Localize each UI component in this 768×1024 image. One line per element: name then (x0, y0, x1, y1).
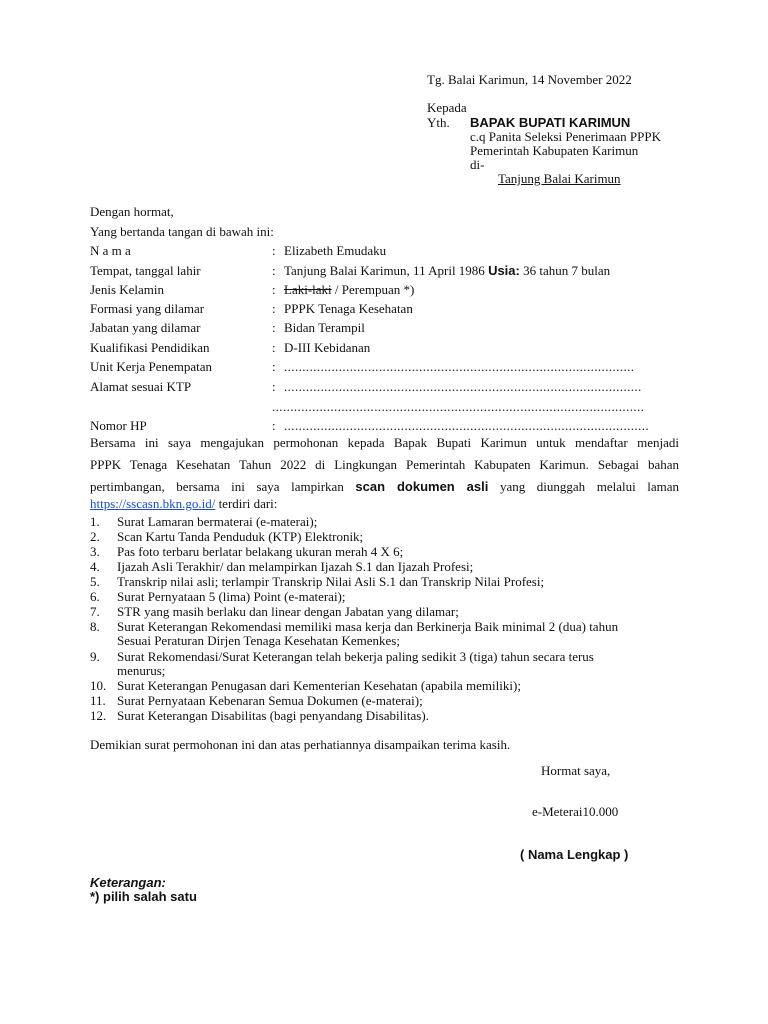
list-item-number: 4. (90, 559, 100, 574)
list-item-number: 9. (90, 649, 100, 664)
list-item: Surat Pernyataan 5 (lima) Point (e-materai); (117, 589, 346, 604)
list-item: Transkrip nilai asli; terlampir Transkrip Nilai Asli S.1 dan Transkrip Nilai Profesi; (117, 574, 545, 589)
field-label-nama: N a m a (90, 243, 131, 258)
intro-line: Yang bertanda tangan di bawah ini: (90, 224, 274, 239)
notes-title: Keterangan: (90, 875, 166, 890)
list-item-number: 12. (90, 708, 107, 723)
kepada-label: Kepada (427, 100, 467, 115)
field-colon: : (272, 418, 276, 433)
list-item-continuation: menurus; (117, 663, 166, 678)
field-colon: : (272, 282, 276, 297)
list-item: Surat Keterangan Disabilitas (bagi penyandang Disabilitas). (117, 708, 429, 723)
field-label-jenis-kelamin: Jenis Kelamin (90, 282, 165, 297)
recipient-government: Pemerintah Kabupaten Karimun (470, 143, 639, 158)
closing-hormat: Hormat saya, (541, 763, 611, 778)
field-value-jabatan: Bidan Terampil (284, 320, 365, 335)
body-line-2: PPPK Tenaga Kesehatan Tahun 2022 di Lingkungan Pemerintah Kabupaten Karimun. Sebagai bahan (90, 457, 679, 472)
list-item-number: 6. (90, 589, 100, 604)
recipient-di: di- (470, 157, 485, 172)
list-item: Surat Keterangan Rekomendasi memiliki masa kerja dan Berkinerja Baik minimal 2 (dua) tahun (117, 619, 619, 634)
body-line-4 (90, 496, 277, 512)
field-value-formasi: PPPK Tenaga Kesehatan (284, 301, 413, 316)
body-line-4-end: terdiri dari: (218, 496, 278, 511)
yth-label: Yth. (427, 115, 450, 130)
field-label-kualifikasi: Kualifikasi Pendidikan (90, 340, 210, 355)
field-colon: : (272, 301, 276, 316)
list-item: Surat Pernyataan Kebenaran Semua Dokumen (e-materai); (117, 693, 423, 708)
closing-text: Demikian surat permohonan ini dan atas perhatiannya disampaikan terima kasih. (90, 737, 511, 752)
list-item-continuation: Sesuai Peraturan Dirjen Tenaga Kesehatan Kemenkes; (117, 633, 400, 648)
field-value-jenis-kelamin (284, 282, 414, 298)
field-label-unit-kerja: Unit Kerja Penempatan (90, 359, 213, 374)
field-blank-unit-kerja: ................................................................................................ (284, 359, 635, 374)
field-colon: : (272, 263, 276, 278)
field-colon: : (272, 243, 276, 258)
list-item-number: 2. (90, 529, 100, 544)
list-item: STR yang masih berlaku dan linear dengan Jabatan yang dilamar; (117, 604, 459, 619)
list-item-number: 8. (90, 619, 100, 634)
list-item-number: 3. (90, 544, 100, 559)
body-line-3-end: yang diunggah melalui laman (499, 479, 680, 494)
field-blank-alamat-line2: ...................................................................................................... (272, 399, 645, 414)
field-label-alamat: Alamat sesuai KTP (90, 379, 192, 394)
field-label-nomor-hp: Nomor HP (90, 418, 147, 433)
recipient-name: BAPAK BUPATI KARIMUN (470, 115, 631, 130)
jk-selected-option: / Perempuan *) (331, 282, 415, 297)
field-colon: : (272, 340, 276, 355)
field-label-jabatan: Jabatan yang dilamar (90, 320, 201, 335)
body-line-1: Bersama ini saya mengajukan permohonan kepada Bapak Bupati Karimun untuk mendaftar menjadi (90, 435, 679, 450)
list-item-number: 11. (90, 693, 106, 708)
jk-struck-option: Laki-laki (284, 282, 332, 297)
greeting: Dengan hormat, (90, 204, 174, 219)
list-item: Surat Rekomendasi/Surat Keterangan telah bekerja paling sedikit 3 (tiga) tahun secara terus (117, 649, 594, 664)
e-meterai-placeholder: e-Meterai10.000 (532, 804, 619, 819)
place-date: Tg. Balai Karimun, 14 November 2022 (427, 72, 632, 87)
field-value-ttl (284, 263, 610, 279)
list-item-number: 10. (90, 678, 107, 693)
list-item: Scan Kartu Tanda Penduduk (KTP) Elektronik; (117, 529, 364, 544)
field-colon: : (272, 359, 276, 374)
field-colon: : (272, 320, 276, 335)
usia-value: 36 tahun 7 bulan (523, 263, 611, 278)
signature-name-placeholder: ( Nama Lengkap ) (520, 847, 629, 862)
field-label-ttl: Tempat, tanggal lahir (90, 263, 201, 278)
recipient-city: Tanjung Balai Karimun (498, 171, 621, 186)
list-item-number: 7. (90, 604, 100, 619)
ttl-text: Tanjung Balai Karimun, 11 April 1986 (284, 263, 485, 278)
field-value-kualifikasi: D-III Kebidanan (284, 340, 371, 355)
field-blank-alamat: .................................................................................................. (284, 379, 642, 394)
list-item: Pas foto terbaru berlatar belakang ukuran merah 4 X 6; (117, 544, 404, 559)
list-item: Surat Keterangan Penugasan dari Kementerian Kesehatan (apabila memiliki); (117, 678, 521, 693)
list-item-number: 5. (90, 574, 100, 589)
notes-text: *) pilih salah satu (90, 889, 197, 904)
body-emphasis: scan dokumen asli (355, 479, 489, 494)
list-item-number: 1. (90, 514, 100, 529)
field-blank-nomor-hp: .................................................................................................... (284, 418, 649, 433)
field-colon: : (272, 379, 276, 394)
sscasn-link[interactable]: https://sscasn.bkn.go.id/ (90, 496, 216, 511)
field-label-formasi: Formasi yang dilamar (90, 301, 205, 316)
body-line-3-start: pertimbangan, bersama ini saya lampirkan (90, 479, 344, 494)
list-item: Surat Lamaran bermaterai (e-materai); (117, 514, 318, 529)
usia-label: Usia: (488, 263, 520, 278)
list-item: Ijazah Asli Terakhir/ dan melampirkan Ijazah S.1 dan Ijazah Profesi; (117, 559, 474, 574)
field-value-nama: Elizabeth Emudaku (284, 243, 387, 258)
recipient-cq: c.q Panita Seleksi Penerimaan PPPK (470, 129, 662, 144)
